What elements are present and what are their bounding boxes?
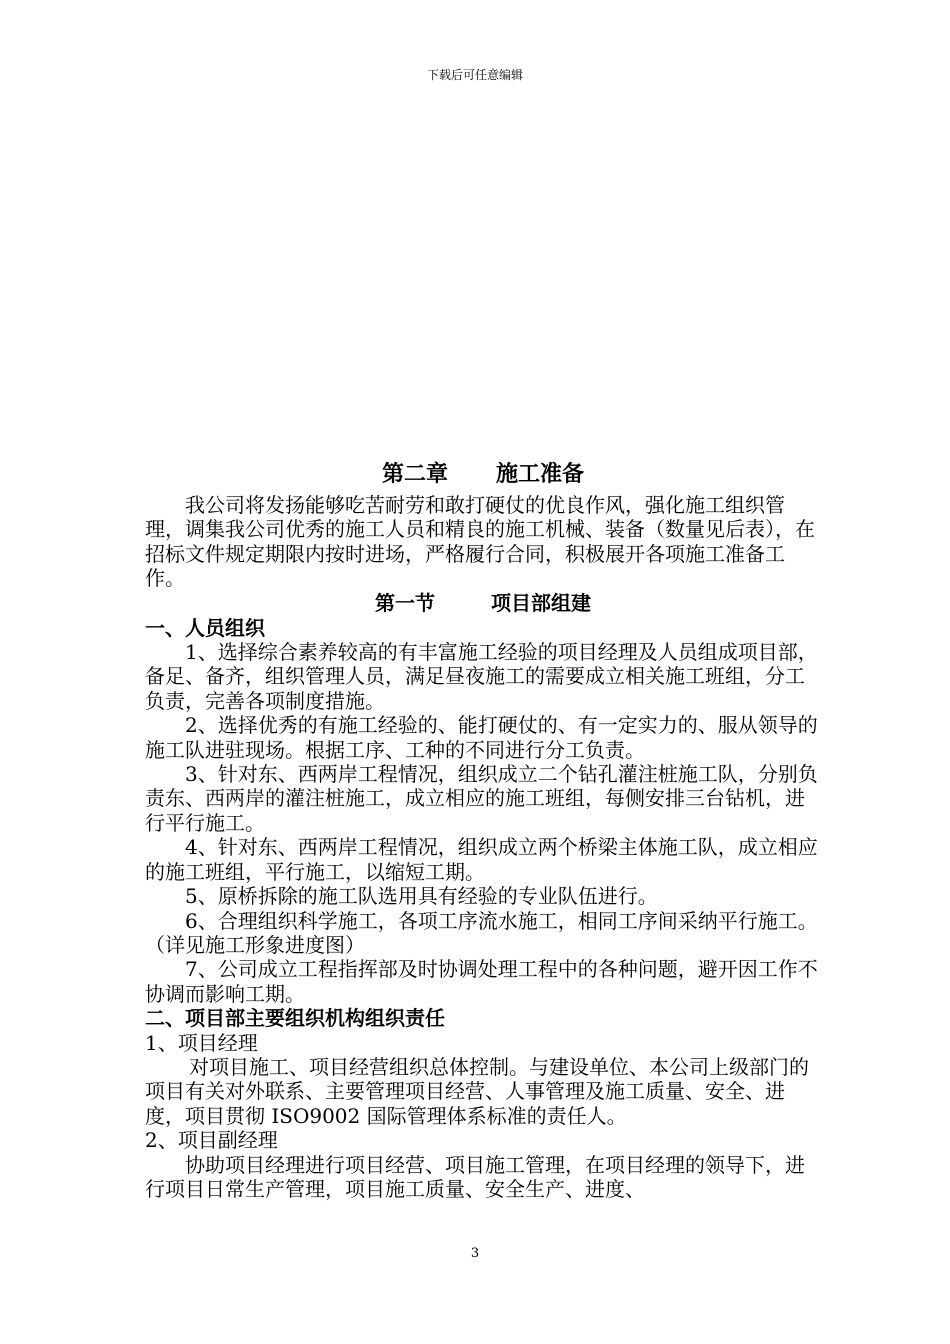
list-item: 7、公司成立工程指挥部及时协调处理工程中的各种问题，避开因工作不协调而影响工期。 xyxy=(145,957,818,1006)
list-item: 2、选择优秀的有施工经验的、能打硬仗的、有一定实力的、服从领导的施工队进驻现场。根据工序、工种的不同进行分工负责。 xyxy=(145,713,818,762)
role-text-deputy-manager: 协助项目经理进行项目经营、项目施工管理，在项目经理的领导下，进行项目日常生产管理，项目施工质量、安全生产、进度、 xyxy=(145,1152,805,1201)
page-number: 3 xyxy=(470,1246,480,1261)
list-item: 4、针对东、西两岸工程情况，组织成立两个桥梁主体施工队，成立相应的施工班组，平行施工，以缩短工期。 xyxy=(145,835,818,884)
section-name: 项目部组建 xyxy=(491,590,591,615)
document-body xyxy=(145,458,821,1201)
role-text-project-manager: 对项目施工、项目经营组织总体控制。与建设单位、本公司上级部门的项目有关对外联系、主要管理项目经营、人事管理及施工质量、安全、进度，项目贯彻 ISO9002 国际管理体系标准的责任人。 xyxy=(145,1054,809,1128)
chapter-title xyxy=(145,458,821,492)
part1-heading: 一、人员组织 xyxy=(145,615,265,640)
chapter-number: 第二章 xyxy=(381,462,448,487)
list-item: 3、针对东、西两岸工程情况，组织成立二个钻孔灌注桩施工队，分别负责东、西两岸的灌注桩施工，成立相应的施工班组，每侧安排三台钻机，进行平行施工。 xyxy=(145,762,818,835)
list-item: 1、选择综合素养较高的有丰富施工经验的项目经理及人员组成项目部，备足、备齐，组织管理人员，满足昼夜施工的需要成立相关施工班组，分工负责，完善各项制度措施。 xyxy=(145,640,818,713)
section-title xyxy=(145,591,821,616)
role-title-deputy-manager: 2、项目副经理 xyxy=(145,1128,278,1153)
list-item: 6、合理组织科学施工，各项工序流水施工，相同工序间采纳平行施工。（详见施工形象进度图） xyxy=(145,908,818,957)
intro-paragraph: 我公司将发扬能够吃苦耐劳和敢打硬仗的优良作风，强化施工组织管理，调集我公司优秀的施工人员和精良的施工机械、装备（数量见后表），在招标文件规定期限内按时进场，严格履行合同，积极展开各项施工准备工作。 xyxy=(145,493,815,591)
role-title-project-manager: 1、项目经理 xyxy=(145,1030,258,1055)
page-header: 下载后可任意编辑 xyxy=(426,68,523,82)
chapter-name: 施工准备 xyxy=(496,462,585,487)
part2-heading: 二、项目部主要组织机构组织责任 xyxy=(145,1006,445,1031)
list-item: 5、原桥拆除的施工队选用具有经验的专业队伍进行。 xyxy=(185,884,658,909)
section-number: 第一节 xyxy=(375,590,435,615)
